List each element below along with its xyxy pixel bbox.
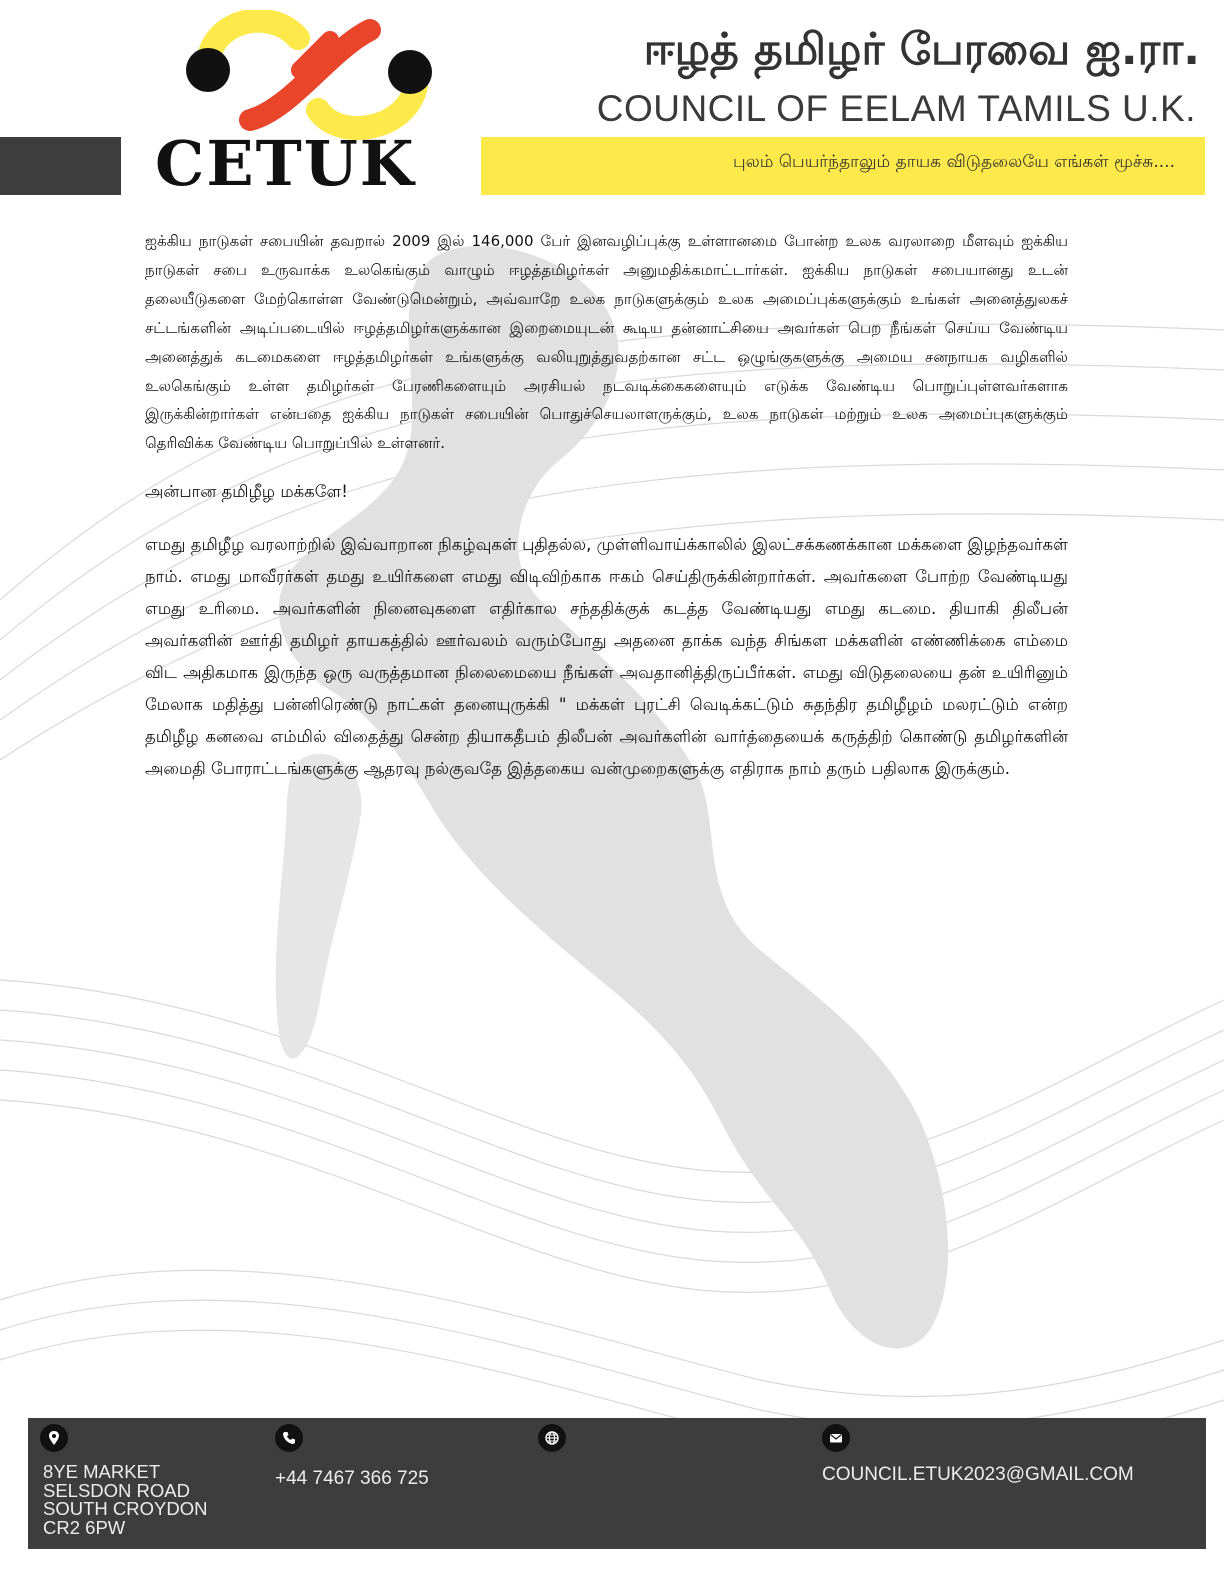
address-line: SOUTH CROYDON bbox=[43, 1498, 208, 1519]
address bbox=[43, 1463, 207, 1537]
letter-body bbox=[145, 227, 1068, 785]
paragraph-1: ஐக்கிய நாடுகள் சபையின் தவறால் 2009 இல் 146,000 பேர் இனவழிப்புக்கு உள்ளானமை போன்ற உலக வரலாறை மீளவும் ஐக்கிய நாடுகள் சபை உருவாக்க உலகெங்கும் வாழும் ஈழத்தமிழர்கள் அனுமதிக்கமாட்டார்கள். ஐக்கிய நாடுகள் சபையானது உடன் தலையீடுகளை மேற்கொள்ள வேண்டுமென்றும், அவ்வாறே உலக நாடுகளுக்கும் உலக அமைப்புக்களுக்கும் உங்கள் அனைத்துலகச் சட்டங்களின் அடிப்படையில் ஈழத்தமிழர்களுக்கான இறைமையுடன் கூடிய தன்னாட்சியை அவர்கள் பெற நீங்கள் செய்ய வேண்டிய அனைத்துக் கடமைகளை ஈழத்தமிழர்கள் உங்களுக்கு வலியுறுத்துவதற்கான சட்ட ஒழுங்குகளுக்கு அமைய சனநாயக வழிகளில் உலகெங்கும் உள்ள தமிழர்கள் பேரணிகளையும் அரசியல் நடவடிக்கைகளையும் எடுக்க வேண்டிய பொறுப்புள்ளவர்களாக இருக்கின்றார்கள் என்பதை ஐக்கிய நாடுகள் சபையின் பொதுச்செயலாளருக்கும், உலக நாடுகள் மற்றும் உலக அமைப்புகளுக்கும் தெரிவிக்க வேண்டிய பொறுப்பில் உள்ளனர். bbox=[145, 232, 1068, 453]
location-pin-icon bbox=[40, 1424, 68, 1452]
logo-text: CETUK bbox=[155, 127, 416, 200]
footer bbox=[28, 1418, 1206, 1549]
slogan-banner bbox=[481, 137, 1205, 195]
phone-icon bbox=[275, 1424, 303, 1452]
phone-number: +44 7467 366 725 bbox=[275, 1468, 429, 1489]
address-line: CR2 6PW bbox=[43, 1516, 126, 1538]
address-line: SELSDON ROAD bbox=[43, 1479, 191, 1501]
org-title-english: COUNCIL OF EELAM TAMILS U.K. bbox=[596, 88, 1196, 129]
slogan-text: புலம் பெயர்ந்தாலும் தாயக விடுதலையே எங்கள் மூச்சு.... bbox=[732, 152, 1175, 172]
globe-icon bbox=[538, 1424, 566, 1452]
email-address: COUNCIL.ETUK2023@GMAIL.COM bbox=[822, 1464, 1134, 1485]
paragraph-2: எமது தமிழீழ வரலாற்றில் இவ்வாறான நிகழ்வுகள் புதிதல்ல, முள்ளிவாய்க்காலில் இலட்சக்கணக்கான மக்களை இழந்தவர்கள் நாம். எமது மாவீரர்கள் தமது உயிர்களை எமது விடிவிற்காக ஈகம் செய்திருக்கின்றார்கள். அவர்களை போற்ற வேண்டியது எமது உரிமை. அவர்களின் நினைவுகளை எதிர்கால சந்ததிக்குக் கடத்த வேண்டியது எமது கடமை. தியாகி திலீபன் அவர்களின் ஊர்தி தமிழர் தாயகத்தில் ஊர்வலம் வரும்போது அதனை தாக்க வந்த சிங்கள மக்களின் எண்ணிக்கை எம்மை விட அதிகமாக இருந்த ஒரு வருத்தமான நிலைமையை நீங்கள் அவதானித்திருப்பீர்கள். எமது விடுதலையை தன் உயிரினும் மேலாக மதித்து பன்னிரெண்டு நாட்கள் தனையுருக்கி " மக்கள் புரட்சி வெடிக்கட்டும் சுதந்திர தமிழீழம் மலரட்டும் என்ற தமிழீழ கனவை எம்மில் விதைத்து சென்ற தியாகதீபம் திலீபன் அவர்களின் வார்த்தையைக் கருத்திற் கொண்டு தமிழர்களின் அமைதி போராட்டங்களுக்கு ஆதரவு நல்குவதே இத்தகைய வன்முறைகளுக்கு எதிராக நாம் தரும் பதிலாக இருக்கும். bbox=[145, 535, 1068, 779]
org-title-tamil: ஈழத் தமிழர் பேரவை ஐ.ரா. bbox=[643, 24, 1200, 75]
address-line: 8YE MARKET bbox=[43, 1461, 161, 1482]
greeting: அன்பான தமிழீழ மக்களே! bbox=[145, 482, 348, 502]
header-left-bar bbox=[0, 137, 121, 195]
cetuk-logo-icon bbox=[180, 10, 440, 140]
mail-icon bbox=[822, 1424, 850, 1452]
island-secondary bbox=[276, 754, 362, 1059]
